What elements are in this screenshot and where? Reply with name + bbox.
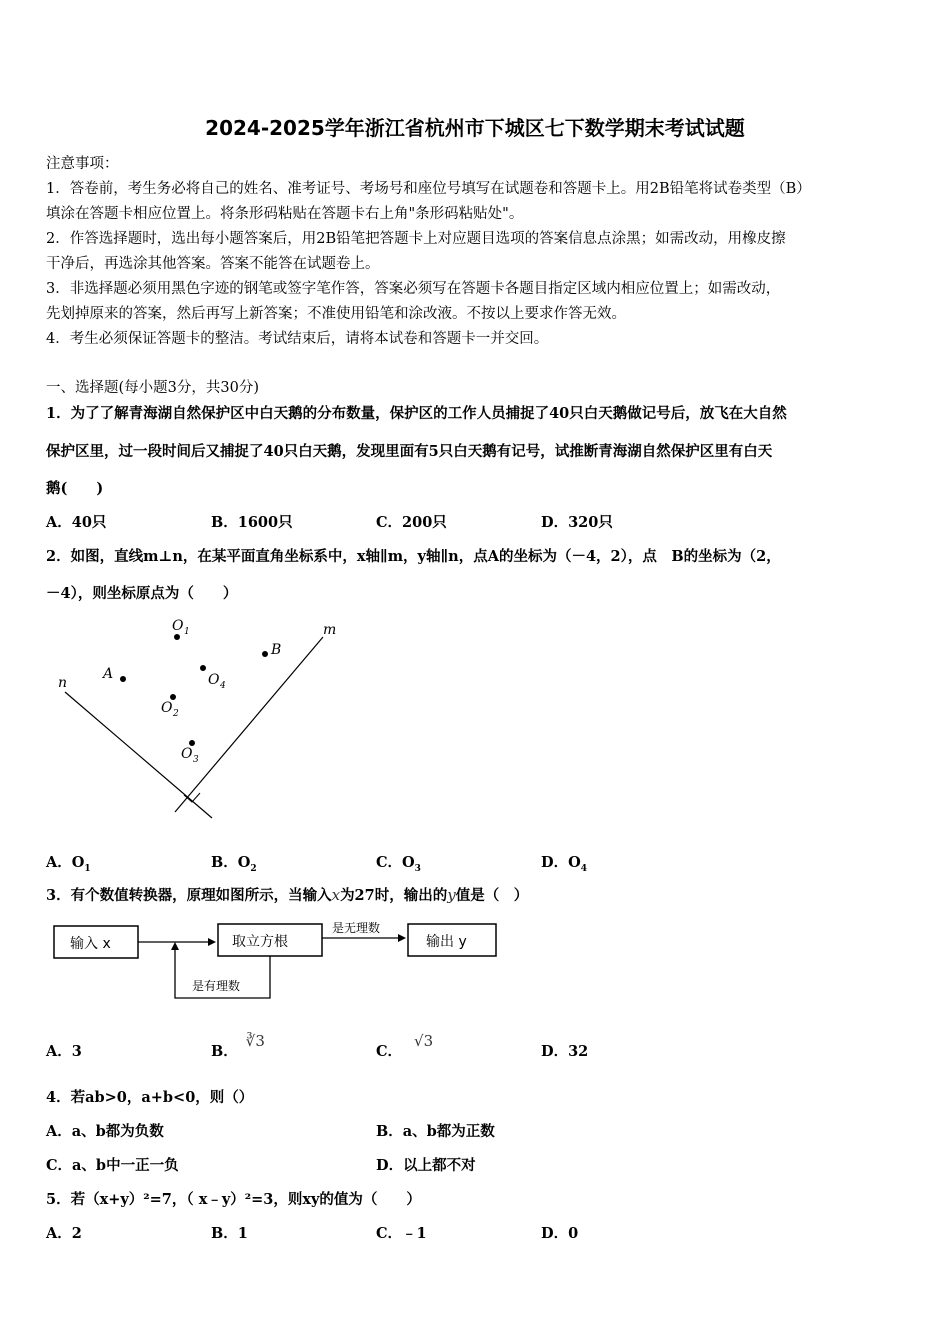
- label-a: A: [103, 666, 114, 682]
- label-o4: O: [208, 672, 220, 688]
- q1-option-d: D．320只: [541, 514, 613, 531]
- question-3-line: 3．有个数值转换器，原理如图所示，当输入x为27时，输出的y值是（ ）: [46, 886, 529, 904]
- line-m: [175, 637, 323, 812]
- label-b: B: [271, 642, 282, 658]
- label-o2-sub: 2: [173, 709, 179, 719]
- point-o4: [200, 665, 206, 671]
- section-heading: 一、选择题(每小题3分，共30分): [46, 380, 259, 396]
- q2-option-d: D．$O_4$: [541, 854, 587, 874]
- q3-option-d: D．32: [541, 1043, 589, 1060]
- label-o1-sub: 1: [184, 627, 190, 637]
- notice-line: 3．非选择题必须用黑色字迹的钢笔或签字笔作答，答案必须写在答题卡各题目指定区域内相应位置上；如需改动，: [46, 281, 781, 297]
- notice-line: 干净后，再选涂其他答案。答案不能答在试题卷上。: [46, 256, 380, 272]
- q2-option-a: A．$O_1$: [46, 854, 91, 874]
- label-o4-sub: 4: [220, 681, 226, 691]
- point-b: [262, 651, 268, 657]
- rational-label: 是有理数: [192, 979, 241, 993]
- question-1-line: 鹅( ): [46, 480, 104, 497]
- flow-diagram: [46, 912, 506, 1004]
- q5-option-d: D．0: [541, 1225, 579, 1242]
- q1-option-a: A．40只: [46, 514, 107, 531]
- point-a: [120, 676, 126, 682]
- q5-option-b: B．1: [211, 1225, 248, 1242]
- irrational-label: 是无理数: [332, 921, 381, 935]
- question-1-line: 保护区里，过一段时间后又捕捉了40只白天鹅，发现里面有5只白天鹅有记号，试推断青海湖自然保护区里有白天: [46, 443, 773, 460]
- input-label: 输入 x: [70, 936, 111, 952]
- question-5-line: 5．若（x+y）²=7，（ x﹣y）²=3，则xy的值为（ ）: [46, 1191, 421, 1208]
- q5-option-a: A．2: [46, 1225, 82, 1242]
- label-o2: O: [161, 700, 173, 716]
- label-m: m: [323, 622, 337, 638]
- label-o3: O: [181, 746, 193, 762]
- notice-line: 4．考生必须保证答题卡的整洁。考试结束后，请将本试卷和答题卡一并交回。: [46, 331, 549, 347]
- q2-option-b: B．$O_2$: [211, 854, 257, 874]
- question-4-line: 4．若ab>0，a+b<0，则（）: [46, 1089, 254, 1106]
- label-o3-sub: 3: [193, 755, 199, 765]
- q4-option-a: A．a、b都为负数: [46, 1123, 164, 1140]
- question-1-line: 1．为了了解青海湖自然保护区中白天鹅的分布数量，保护区的工作人员捕捉了40只白天鹅做记号后，放飞在大自然: [46, 405, 787, 422]
- q1-option-c: C．200只: [376, 514, 447, 531]
- q3-option-a: A．3: [46, 1043, 82, 1060]
- notice-heading: 注意事项：: [46, 156, 119, 172]
- notice-line: 填涂在答题卡相应位置上。将条形码粘贴在答题卡右上角"条形码粘贴处"。: [46, 206, 524, 222]
- notice-line: 先划掉原来的答案，然后再写上新答案；不准使用铅笔和涂改液。不按以上要求作答无效。: [46, 306, 626, 322]
- point-o1: [174, 634, 180, 640]
- q3-option-c: C．√3: [376, 1032, 434, 1060]
- label-o1: O: [172, 618, 184, 634]
- output-label: 输出 y: [426, 934, 467, 950]
- notice-line: 2．作答选择题时，选出每小题答案后，用2B铅笔把答题卡上对应题目选项的答案信息点涂黑；如需改动，用橡皮擦: [46, 231, 786, 247]
- q4-option-b: B．a、b都为正数: [376, 1123, 495, 1140]
- question-2-line: －4），则坐标原点为（ ）: [46, 585, 238, 602]
- label-n: n: [58, 675, 68, 691]
- q5-option-c: C．﹣1: [376, 1225, 427, 1242]
- process-label: 取立方根: [232, 934, 288, 950]
- q1-option-b: B．1600只: [211, 514, 293, 531]
- q3-option-b: B．∛3: [211, 1032, 265, 1060]
- q4-option-c: C．a、b中一正一负: [46, 1157, 179, 1174]
- question-2-line: 2．如图，直线m⊥n，在某平面直角坐标系中，x轴∥m，y轴∥n，点A的坐标为（－4，2），点 B的坐标为（2，: [46, 548, 781, 565]
- notice-line: 1．答卷前，考生务必将自己的姓名、准考证号、考场号和座位号填写在试题卷和答题卡上。用2B铅笔将试卷类型（B）: [46, 181, 811, 197]
- q2-option-c: C．$O_3$: [376, 854, 421, 874]
- q4-option-d: D．以上都不对: [376, 1157, 476, 1174]
- coordinate-figure: [40, 612, 350, 827]
- page-title: 2024-2025学年浙江省杭州市下城区七下数学期末考试试题: [205, 116, 745, 140]
